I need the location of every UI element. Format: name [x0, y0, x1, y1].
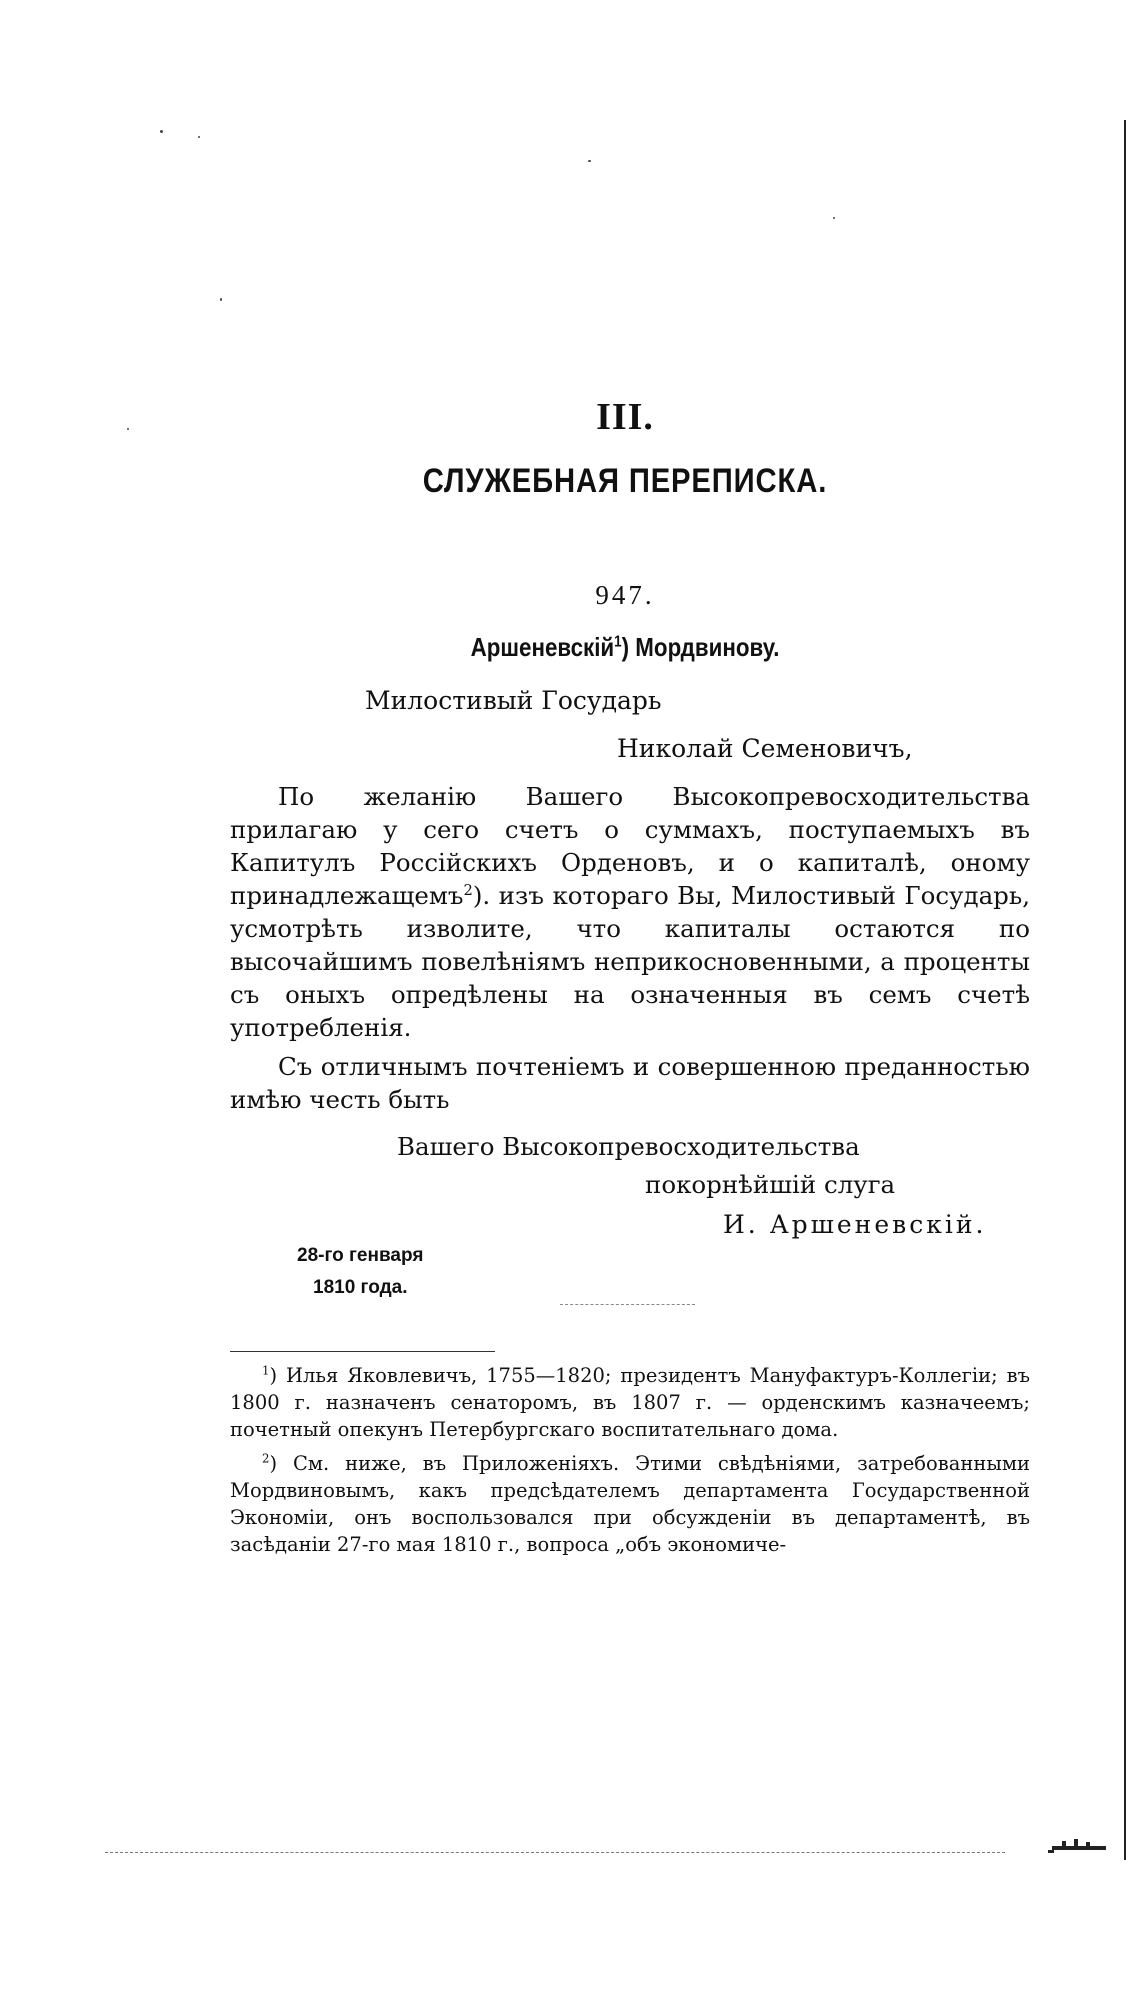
- footnote-1-text: ) Илья Яковлевичъ, 1755—1820; президентъ Мануфактуръ-Коллегіи; въ 1800 г. назначенъ сенаторомъ, въ 1807 г. — орденскимъ казначеемъ; почетный опекунъ Петербургскаго воспитательнаго дома.: [230, 1364, 1030, 1441]
- page-edge-line: [1124, 120, 1126, 1860]
- footnote-2-mark: 2: [262, 1451, 270, 1466]
- closing-line-2: покорнѣйшій слуга: [645, 1170, 896, 1199]
- footnote-2: [230, 1450, 1030, 1558]
- footnotes: [230, 1362, 1030, 1565]
- scan-speck: [160, 130, 163, 133]
- date-line-1: 28-го генваря: [297, 1245, 424, 1266]
- body-paragraph-1: [230, 780, 1030, 1044]
- closing-line-1: Вашего Высокопревосходительства: [397, 1132, 860, 1161]
- scan-bottom-line: [105, 1852, 1005, 1853]
- scan-speck: [588, 160, 591, 162]
- salutation-line-2: Николай Семеновичъ,: [617, 734, 913, 763]
- scan-speck: [198, 136, 200, 138]
- signature: И. Аршеневскій.: [723, 1210, 987, 1239]
- letter-body: [230, 780, 1030, 1122]
- document-number: 947.: [595, 580, 655, 610]
- heading-recipient: ) Мордвинову.: [621, 632, 780, 662]
- section-number: III.: [596, 396, 654, 438]
- footnote-divider: [230, 1351, 495, 1352]
- footnote-ref-2: 2: [463, 881, 473, 899]
- scan-speck: [220, 298, 222, 301]
- footnote-1: [230, 1362, 1030, 1443]
- separator-dashes: [560, 1304, 695, 1305]
- body-paragraph-1-tail: ). изъ котораго Вы, Милостивый Государь, усмотрѣть изволите, что капиталы остаются по высочайшимъ повелѣніямъ неприкосновенными, а проценты съ оныхъ опредѣлены на означенныя въ семъ счетѣ употребленія.: [230, 881, 1030, 1042]
- footnote-ref-1: 1: [614, 633, 622, 651]
- salutation-line-1: Милостивый Государь: [365, 686, 662, 715]
- footnote-1-mark: 1: [262, 1363, 270, 1378]
- body-paragraph-1-text: По желанію Вашего Высокопревосходительства прилагаю у сего счетъ о суммахъ, поступаемыхъ въ Капитулъ Россійскихъ Орденовъ, и о капиталѣ, оному принадлежащемъ: [230, 782, 1030, 910]
- scan-speck: [833, 217, 835, 219]
- heading-sender: Аршеневскій: [470, 632, 615, 662]
- section-title: СЛУЖЕБНАЯ ПЕРЕПИСКА.: [422, 462, 828, 500]
- date-line-2: 1810 года.: [313, 1277, 408, 1298]
- footnote-2-text: ) См. ниже, въ Приложеніяхъ. Этими свѣдѣніями, затребованными Мордвиновымъ, какъ предсѣдателемъ департамента Государственной Экономіи, онъ воспользовался при обсужденіи въ департаментѣ, въ засѣданіи 27-го мая 1810 г., вопроса „объ экономиче-: [230, 1452, 1030, 1556]
- body-paragraph-2: Съ отличнымъ почтеніемъ и совершенною преданностью имѣю честь быть: [230, 1052, 1030, 1114]
- letter-heading: [88, 632, 1140, 663]
- library-stamp-icon: [1048, 1836, 1112, 1856]
